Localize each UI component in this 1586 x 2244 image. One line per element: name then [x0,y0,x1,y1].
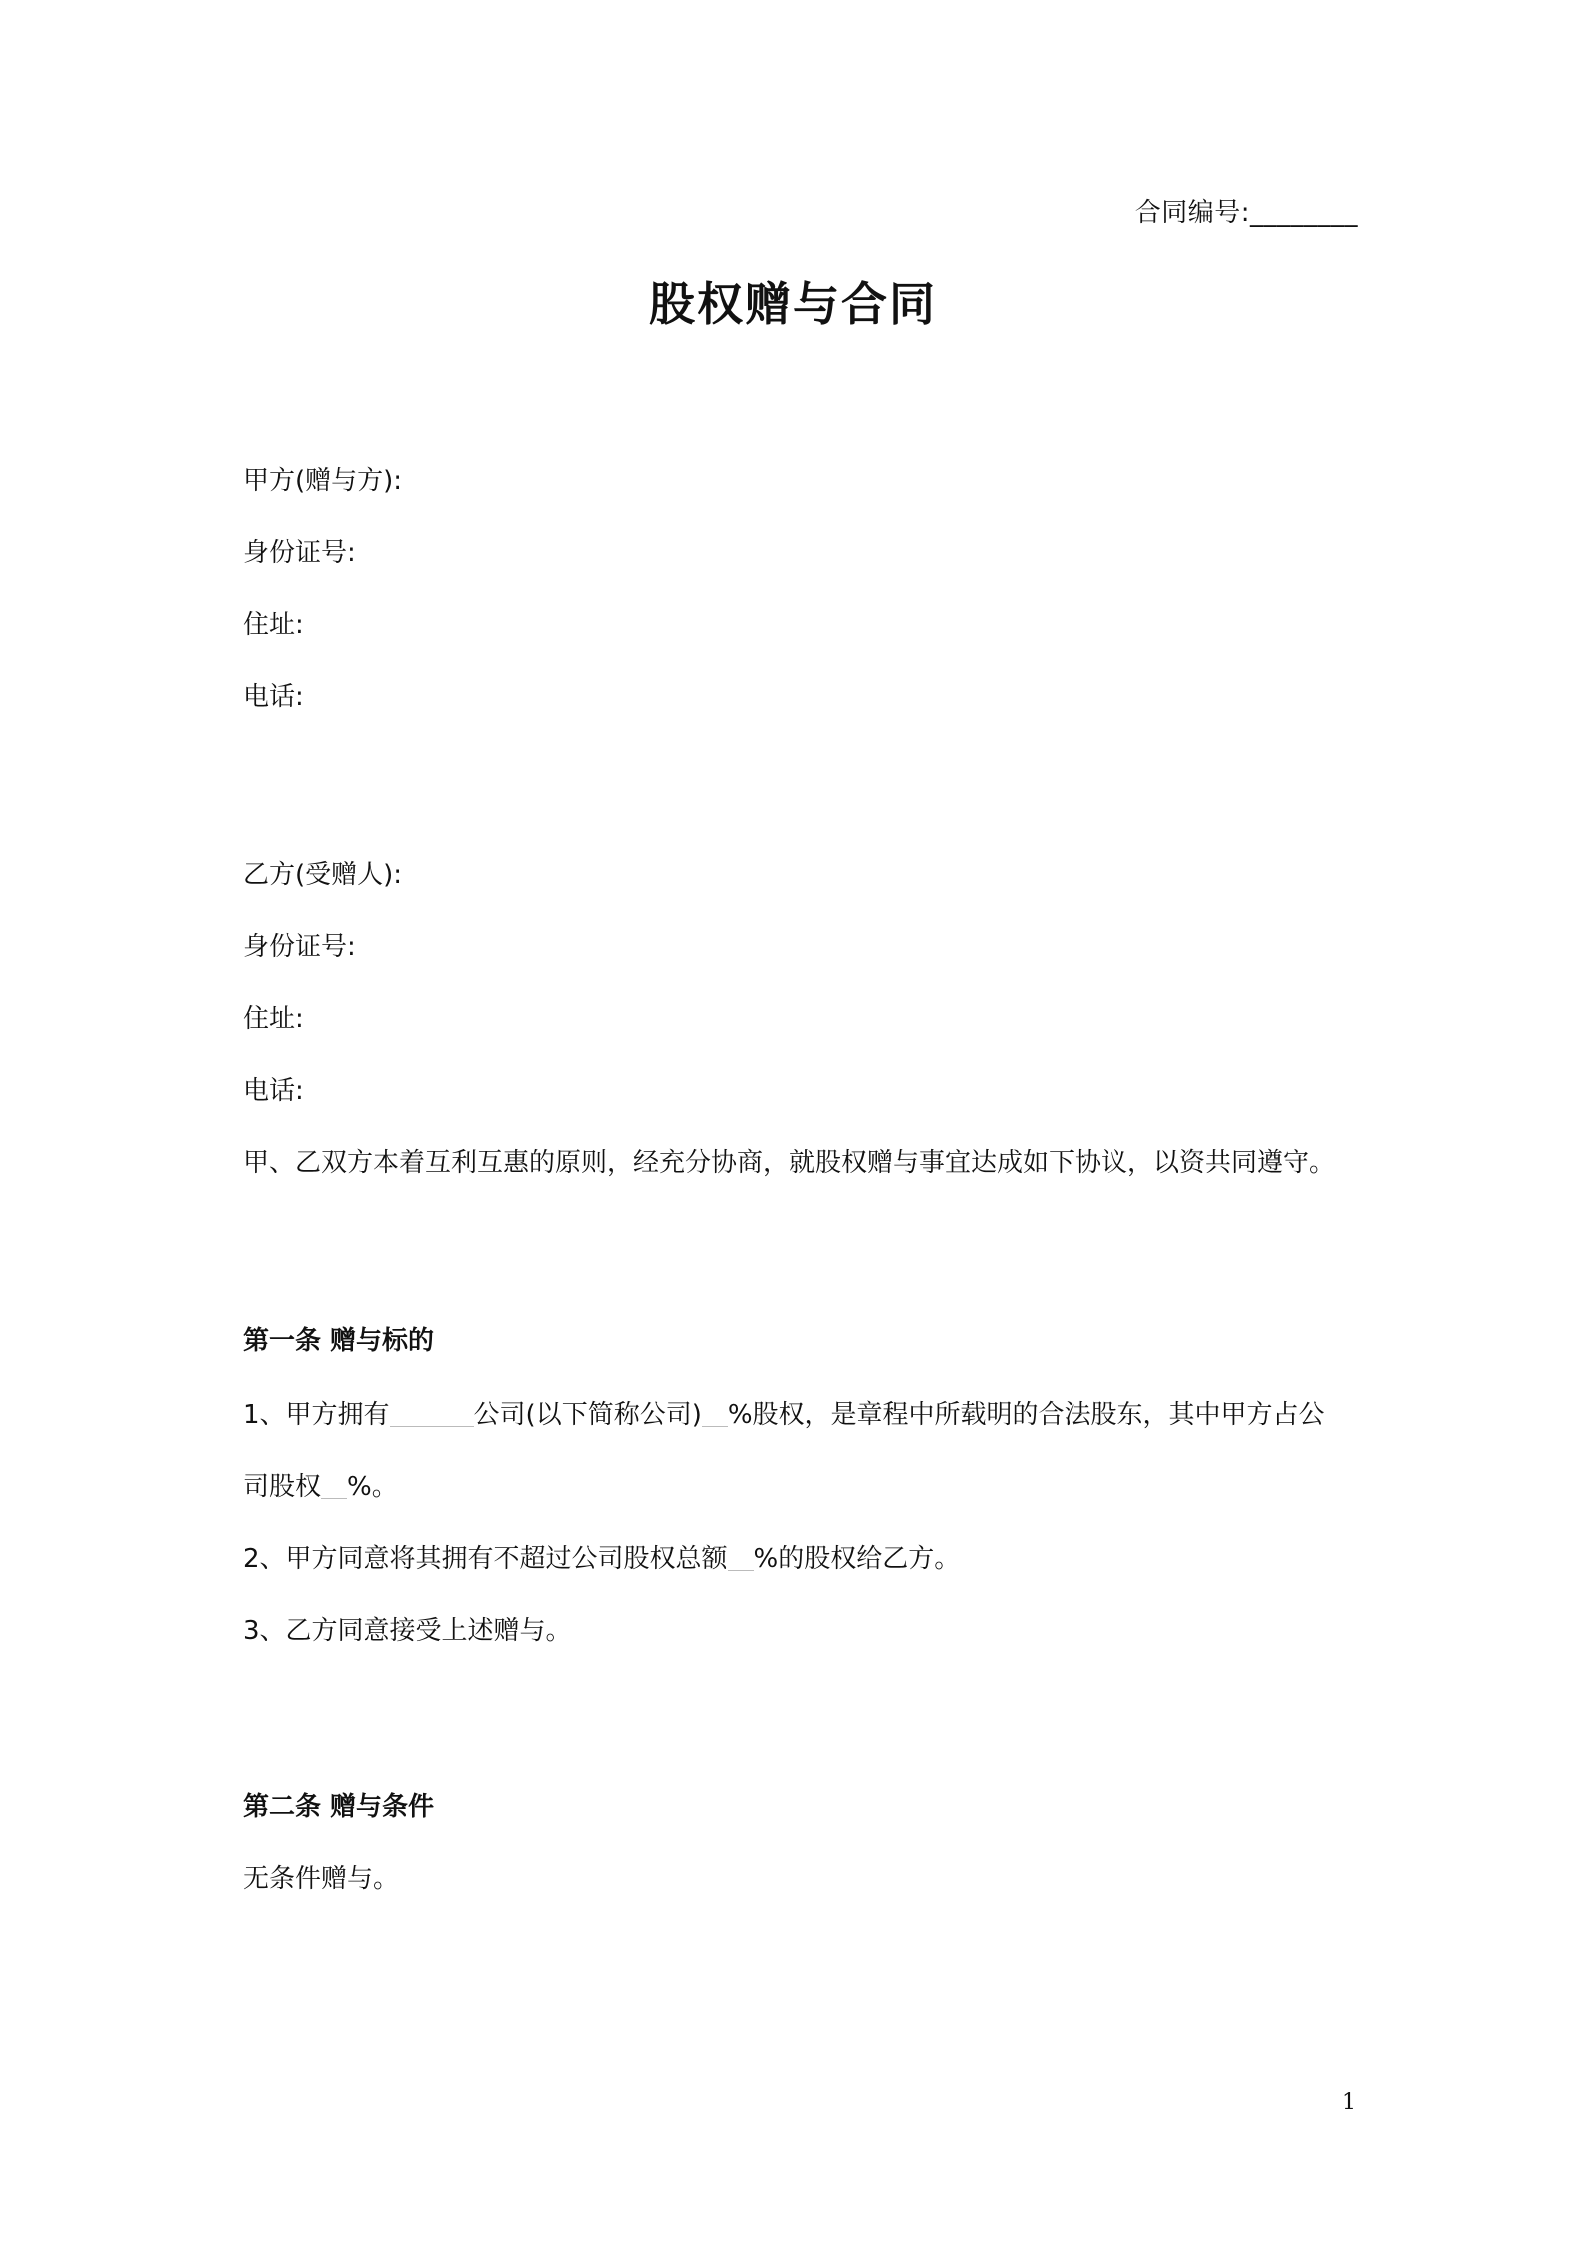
article-2-heading: 第二条 赠与条件 [243,1792,435,1822]
article-1-item-1-cont-text-a: 司股权 [243,1472,322,1502]
party-b-address-label: 住址: [243,1004,304,1034]
party-a-id-label: 身份证号: [243,538,356,568]
party-a-heading: 甲方(赠与方): [243,466,403,496]
article-1-item-2 [243,1540,960,1578]
company-name-blank[interactable] [390,1396,474,1427]
party-a-address-label: 住址: [243,610,304,640]
article-1-item-1-cont-text-b: %。 [347,1472,398,1502]
article-1-heading: 第一条 赠与标的 [243,1326,435,1356]
document-title: 股权赠与合同 [649,277,937,331]
article-1-item-2-text-a: 2、甲方同意将其拥有不超过公司股权总额 [243,1544,728,1574]
article-1-item-1-continued [243,1468,398,1506]
party-b-id-label: 身份证号: [243,932,356,962]
article-1-item-1-text-b: 公司(以下简称公司) [473,1400,702,1430]
gift-percent-blank[interactable] [728,1540,754,1571]
equity-percent-blank[interactable] [702,1396,728,1427]
contract-number: 合同编号:________ [1134,198,1358,228]
party-a-phone-label: 电话: [243,682,304,712]
article-1-item-1-text-c: %股权，是章程中所载明的合法股东，其中甲方占公 [727,1400,1325,1430]
article-1-item-2-text-b: %的股权给乙方。 [753,1544,961,1574]
article-1-item-1 [243,1396,1325,1434]
article-1-item-1-text-a: 1、甲方拥有 [243,1400,390,1430]
party-b-phone-label: 电话: [243,1076,304,1106]
party-b-heading: 乙方(受赠人): [243,860,403,890]
article-2-body: 无条件赠与。 [243,1864,400,1894]
party-a-share-percent-blank[interactable] [321,1468,347,1499]
article-1-item-3: 3、乙方同意接受上述赠与。 [243,1616,572,1646]
preamble-text: 甲、乙双方本着互利互惠的原则，经充分协商，就股权赠与事宜达成如下协议，以资共同遵守。 [243,1148,1336,1178]
page-number: 1 [1342,2090,1356,2115]
